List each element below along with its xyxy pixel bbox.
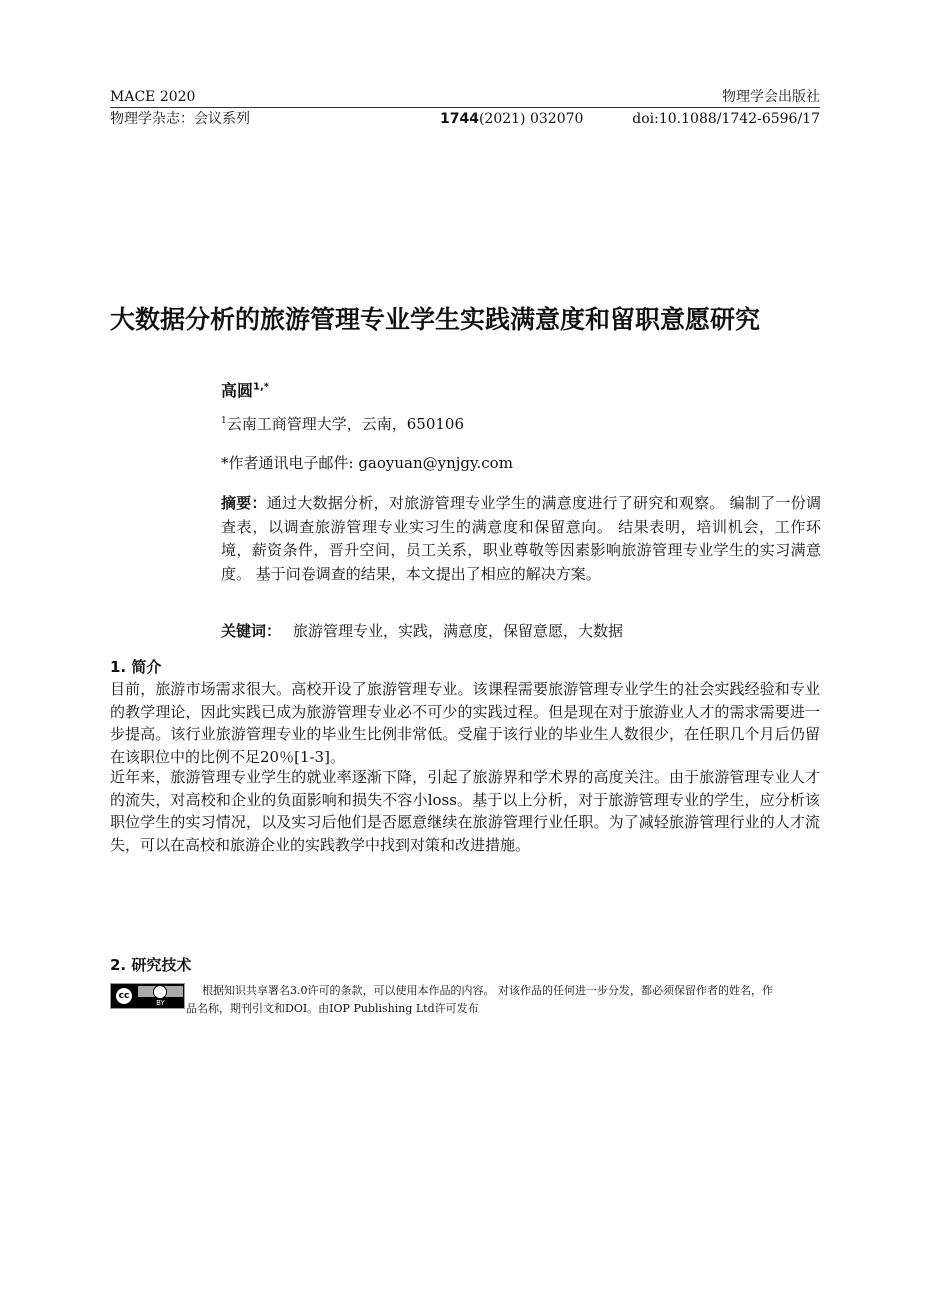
license-line-2: 品名称，期刊引文和DOI。由IOP Publishing Ltd许可发布 [186, 1002, 479, 1015]
paper-title: 大数据分析的旅游管理专业学生实践满意度和留职意愿研究 [110, 305, 761, 334]
keywords [221, 620, 623, 642]
attribution-person-icon [153, 985, 167, 999]
affiliation [221, 410, 464, 435]
publisher-name: 物理学会出版社 [722, 89, 820, 105]
correspondence-email: *作者通讯电子邮件: gaoyuan@ynjgy.com [221, 454, 513, 472]
section-heading-intro: 1. 简介 [110, 658, 162, 676]
paragraph: 近年来，旅游管理专业学生的就业率逐渐下降，引起了旅游界和学术界的高度关注。由于旅游管理专业人才的流失，对高校和企业的负面影响和损失不容小loss。基于以上分析，对于旅游管理专业的学生，应分析该职位学生的实习情况，以及实习后他们是否愿意继续在旅游管理行业任职。为了减轻旅游管理行业的人才流失，可以在高校和旅游企业的实践教学中找到对策和改进措施。 [110, 768, 820, 854]
abstract-text: 通过大数据分析，对旅游管理专业学生的满意度进行了研究和观察。 编制了一份调查表，以调查旅游管理专业实习生的满意度和保留意向。 结果表明，培训机会，工作环境，薪资条件，晋升空间，员工关系，职业尊敬等因素影响旅游管理专业学生的实习满意度。 基于问卷调查的结果，本文提出了相应的解决方案。 [221, 494, 821, 583]
keywords-label: 关键词： [221, 622, 282, 640]
affiliation-text: 云南工商管理大学，云南，650106 [226, 415, 464, 433]
abstract-label: 摘要： [221, 494, 267, 512]
keywords-text: 旅游管理专业，实践，满意度，保留意愿，大数据 [293, 622, 624, 640]
doi: doi:10.1088/1742-6596/17 [632, 111, 820, 127]
license-notice [188, 982, 823, 1018]
cc-by-license-badge[interactable] [110, 983, 185, 1009]
creative-commons-icon: cc [114, 986, 134, 1006]
conference-name: MACE 2020 [110, 89, 196, 105]
by-label: BY [156, 999, 165, 1007]
abstract [221, 492, 821, 586]
author [221, 378, 269, 401]
license-line-1: 根据知识共享署名3.0许可的条款，可以使用本作品的内容。 对该作品的任何进一步分发，都必须保留作者的姓名，作 [202, 984, 773, 997]
issue-number: (2021) 032070 [478, 111, 584, 127]
author-name: 高圆 [221, 381, 254, 400]
section-heading-methods: 2. 研究技术 [110, 956, 192, 974]
affiliation-mark: 1 [221, 416, 227, 426]
header-rule [110, 107, 820, 108]
author-marks: 1,* [253, 381, 270, 393]
citation [440, 110, 583, 128]
paragraph: 目前，旅游市场需求很大。高校开设了旅游管理专业。该课程需要旅游管理专业学生的社会实践经验和专业的教学理论，因此实践已成为旅游管理专业必不可少的实践过程。但是现在对于旅游业人才的需求需要进一步提高。该行业旅游管理专业的毕业生比例非常低。受雇于该行业的毕业生人数很少，在任职几个月后仍留在该职位中的比例不足20％[1-3]。 [110, 680, 820, 766]
volume-number: 1744 [440, 111, 479, 127]
journal-name: 物理学杂志：会议系列 [110, 111, 250, 127]
